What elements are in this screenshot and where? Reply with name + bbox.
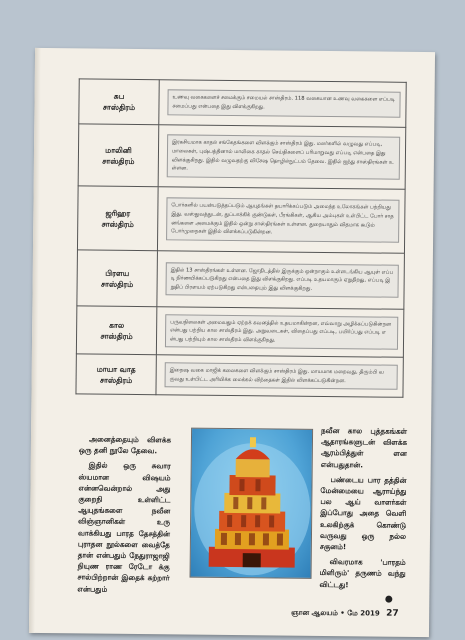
- table-row: [78, 124, 406, 189]
- page-number: 27: [386, 608, 399, 619]
- magazine-page: [29, 48, 435, 637]
- shastra-description-cell: [156, 307, 403, 358]
- shastra-description: போர்களில் பயன்படுத்தப்படும் ஆயுதங்கள் தயாரிக்கப்படும் அமைந்த உலோகங்கள் பற்றியது இது. வஸ்துவத்துடன், துப்பாக்கிக் குண்டுகள், பீரங்கிகள், ஆகிய அம்புகள் உள்பிட்ட போர் சாதனங்களை அமைக்கும் இதில் ஒன்று சாஸ்திரங்கள் உள்ளன. துறையாதும் விதமாக கூடும் போர்முறைகள் இதில் விளக்கப்படுகின்றன.: [166, 198, 399, 243]
- article-right-column: [319, 425, 407, 595]
- shastra-name: கால சாஸ்திரம்: [76, 306, 156, 355]
- shastra-description: உணவு வகைகளைச் சமைக்கும் சமையல் சாஸ்திரம். 118 வகையான உணவு வகைகளை எப்படி சமைப்பது என்பதை இது விளக்குகிறது.: [167, 90, 400, 118]
- article-left-column: [77, 433, 171, 599]
- table-row: [77, 186, 405, 253]
- shastra-description: இரகசியமாக காதல் சங்கேதங்களை விளக்கும் சாஸ்திரம் இது. மலர்களில் வழுவது எப்படி, மாலைகள், புஷ்பத்தினால் மாலிகை காதல் செய்திகளைப் பரிமாறுவது எப்படி என்பதை இது விளக்குகிறது. இதில் வழுவதற்கு விசேஷ தொழில்நுட்பம் தேவை. இதில் ஐந்து சாஸ்திரங்கள் உள்ளன.: [167, 135, 400, 180]
- shastra-name: ஜரிஹர சாஸ்திரம்: [77, 186, 158, 251]
- paragraph: நவீன கால புத்தகங்கள் ஆதாரங்களுடன் விளக்க ஆரம்பித்துள் ளன என்பதுதான்.: [320, 425, 408, 469]
- shastra-description-cell: [158, 125, 406, 190]
- shastra-description-cell: [156, 355, 403, 398]
- paragraph: விவரமாக 'பாரதம் மிளிரும்' தருணம் வந்து விட்டது!: [319, 557, 406, 589]
- shastra-description-cell: [157, 187, 405, 254]
- shastra-name: சுப சாஸ்திரம்: [79, 79, 159, 125]
- page-footer: [291, 608, 399, 619]
- shastra-description-cell: [159, 80, 406, 128]
- shastra-name: மாலினி சாஸ்திரம்: [78, 124, 159, 187]
- shastra-name: மாயா வாத சாஸ்திரம்: [76, 354, 156, 395]
- table-row: [76, 306, 403, 357]
- shastra-name: பிரளய சாஸ்திரம்: [77, 250, 158, 307]
- page-edge: [29, 48, 41, 633]
- shastra-table: [75, 78, 406, 397]
- shastra-description: இறைஷ வகை மாஜிக் கலைகளை விளக்கும் சாஸ்திரம் இது. மாயமாக மறைவது, திரும்பி வருவது உள்பிட்ட அரியிக்க மைக்கல் விந்தைகள் இதில் விளக்கப்படுகின்றன.: [165, 362, 398, 390]
- magazine-name: ஞான ஆலயம் • மே 2019: [291, 608, 380, 618]
- table-row: [79, 79, 406, 127]
- paragraph: அனைத்தையும் விளக்க ஒரு தனி நூலே தேவை.: [78, 434, 172, 456]
- shastra-description: இதில் 13 சாஸ்திரங்கள் உள்ளன. ஜோதிடத்தில் இருக்கும் ஒன்றாகும் உள்ளடங்கிய ஆயுள் எப்படி நிர்ணயிக்கப்படுகிறது என்பதை இது விளக்குகிறது. எப்படி உதயமாகும் ஏறுதிறது, எப்படி இறுதிப் பிரளயம் ஏற்படுகிறது என்பதையும் இது விளக்குகிறது.: [165, 262, 398, 298]
- bullet-dot: [385, 596, 392, 603]
- shastra-description: பருவநிலைகள் அமைவதும் ஏற்றக் கவனத்தில் உதயமாகின்றன, எவ்வாறு அழிக்கப்படுகின்றன என்பது பற்றிய கால சாஸ்திரம் இது. அறுவடைகள், விதைப்பது எப்படி, பயிர்ப்பது எப்படி என்பது பற்றியும் கால சாஸ்திரம் விளக்குகிறது.: [165, 314, 398, 350]
- paragraph: இதில் ஒரு சுவார ஸ்யமான விஷயம் என்னவென்றால் அது குறைநி உள்ளிட்ட ஆயுதங்களை நவீன விஞ்ஞானிகள் உரு வாக்கியது பாரத தேசத்தின் புராதன நூல்களை வைத்தே தான் என்பதும் நேதுராஜாஜி நியுண ராண ரேடோ க்கு சால்பிற்றான் இதைக் கற்றார் என்பதும்: [77, 460, 171, 594]
- table-row: [77, 250, 405, 309]
- paragraph: பண்டைய பார தத்தின் மேன்மையை ஆராய்ந்து பல ஆய் வாளர்கள் இப்போது அதை வெளி உலகிற்குக் கொண்டு வருவது ஒரு நல்ல சகுனம்!: [319, 474, 407, 552]
- temple-gopuram-image: [190, 428, 314, 579]
- shastra-description-cell: [157, 251, 405, 310]
- table-row: [76, 354, 403, 397]
